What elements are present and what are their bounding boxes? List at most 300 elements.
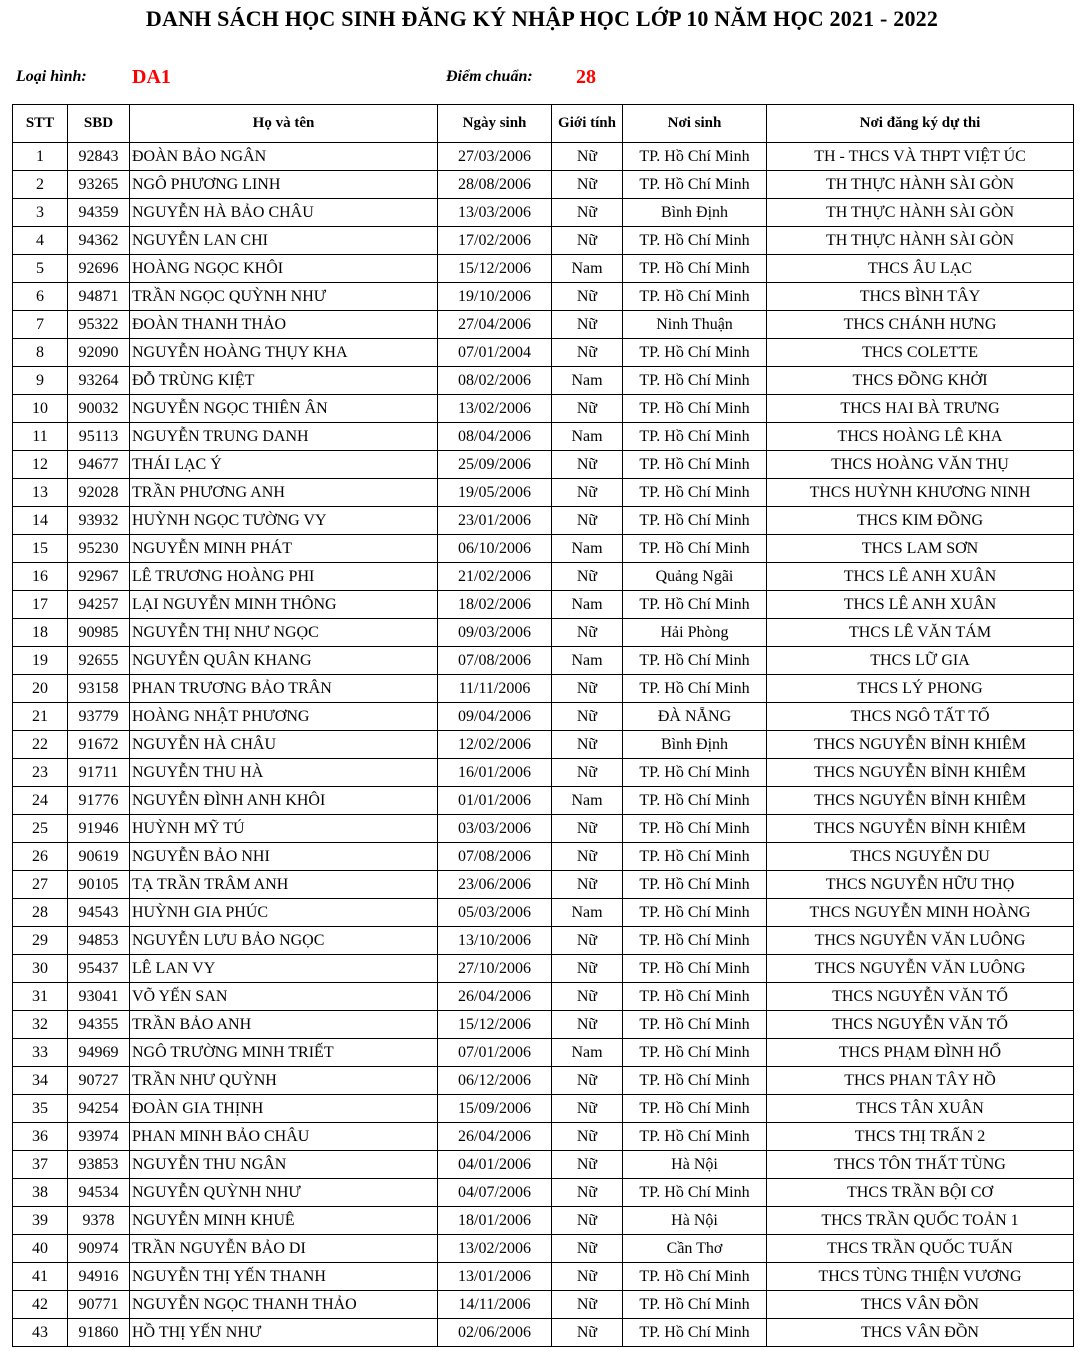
cell-dob: 23/06/2006 [438, 871, 552, 899]
table-row [13, 731, 1074, 759]
table-row [13, 675, 1074, 703]
cell-stt: 6 [13, 283, 68, 311]
page-title: DANH SÁCH HỌC SINH ĐĂNG KÝ NHẬP HỌC LỚP 10 NĂM HỌC 2021 - 2022 [145, 6, 939, 31]
cell-sbd: 94257 [68, 591, 130, 619]
cell-stt: 43 [13, 1319, 68, 1347]
score-value: 28 [576, 66, 596, 88]
cell-school: THCS BÌNH TÂY [767, 283, 1074, 311]
cell-gender: Nữ [552, 955, 623, 983]
cell-name: LÊ LAN VY [130, 955, 438, 983]
cell-gender: Nữ [552, 451, 623, 479]
cell-dob: 08/02/2006 [438, 367, 552, 395]
cell-stt: 37 [13, 1151, 68, 1179]
cell-birthplace: TP. Hồ Chí Minh [623, 283, 767, 311]
cell-sbd: 9378 [68, 1207, 130, 1235]
table-row [13, 703, 1074, 731]
cell-sbd: 92655 [68, 647, 130, 675]
cell-school: THCS THỊ TRẤN 2 [767, 1123, 1074, 1151]
cell-school: THCS TÙNG THIỆN VƯƠNG [767, 1263, 1074, 1291]
cell-name: LÊ TRƯƠNG HOÀNG PHI [130, 563, 438, 591]
cell-sbd: 94677 [68, 451, 130, 479]
cell-birthplace: TP. Hồ Chí Minh [623, 367, 767, 395]
cell-gender: Nữ [552, 1179, 623, 1207]
cell-stt: 40 [13, 1235, 68, 1263]
cell-gender: Nữ [552, 983, 623, 1011]
cell-school: THCS NGUYỄN BỈNH KHIÊM [767, 815, 1074, 843]
cell-school: TH THỰC HÀNH SÀI GÒN [767, 227, 1074, 255]
cell-sbd: 93158 [68, 675, 130, 703]
cell-gender: Nữ [552, 395, 623, 423]
cell-sbd: 94355 [68, 1011, 130, 1039]
cell-dob: 26/04/2006 [438, 1123, 552, 1151]
page-bottom-edge [0, 1349, 1084, 1354]
cell-name: NGUYỄN THỊ YẾN THANH [130, 1263, 438, 1291]
cell-name: NGUYỄN THỊ NHƯ NGỌC [130, 619, 438, 647]
cell-name: ĐỖ TRÙNG KIỆT [130, 367, 438, 395]
cell-school: THCS PHAN TÂY HỒ [767, 1067, 1074, 1095]
cell-school: THCS NGÔ TẤT TỐ [767, 703, 1074, 731]
cell-gender: Nữ [552, 1263, 623, 1291]
cell-name: NGUYỄN BẢO NHI [130, 843, 438, 871]
cell-school: THCS NGUYỄN BỈNH KHIÊM [767, 731, 1074, 759]
table-row [13, 591, 1074, 619]
cell-school: THCS TÔN THẤT TÙNG [767, 1151, 1074, 1179]
cell-sbd: 93932 [68, 507, 130, 535]
cell-birthplace: Bình Định [623, 199, 767, 227]
cell-stt: 28 [13, 899, 68, 927]
cell-school: THCS LÝ PHONG [767, 675, 1074, 703]
cell-birthplace: TP. Hồ Chí Minh [623, 395, 767, 423]
cell-dob: 15/12/2006 [438, 1011, 552, 1039]
cell-gender: Nam [552, 367, 623, 395]
table-row [13, 1291, 1074, 1319]
cell-school: THCS HAI BÀ TRƯNG [767, 395, 1074, 423]
cell-stt: 26 [13, 843, 68, 871]
cell-sbd: 93853 [68, 1151, 130, 1179]
table-row [13, 479, 1074, 507]
cell-sbd: 95230 [68, 535, 130, 563]
table-row [13, 787, 1074, 815]
cell-birthplace: Cần Thơ [623, 1235, 767, 1263]
cell-gender: Nữ [552, 507, 623, 535]
header-name: Họ và tên [130, 105, 438, 143]
cell-dob: 04/07/2006 [438, 1179, 552, 1207]
cell-sbd: 90771 [68, 1291, 130, 1319]
table-row [13, 535, 1074, 563]
cell-sbd: 95113 [68, 423, 130, 451]
table-row [13, 367, 1074, 395]
cell-dob: 07/01/2004 [438, 339, 552, 367]
cell-sbd: 92696 [68, 255, 130, 283]
table-row [13, 395, 1074, 423]
cell-gender: Nữ [552, 1151, 623, 1179]
cell-school: THCS ÂU LẠC [767, 255, 1074, 283]
cell-name: TẠ TRẦN TRÂM ANH [130, 871, 438, 899]
cell-birthplace: TP. Hồ Chí Minh [623, 255, 767, 283]
cell-sbd: 94254 [68, 1095, 130, 1123]
student-table [12, 104, 1074, 1347]
cell-stt: 36 [13, 1123, 68, 1151]
table-row [13, 1039, 1074, 1067]
table-row [13, 1123, 1074, 1151]
cell-name: TRẦN NHƯ QUỲNH [130, 1067, 438, 1095]
cell-gender: Nam [552, 787, 623, 815]
cell-school: THCS NGUYỄN BỈNH KHIÊM [767, 787, 1074, 815]
table-row [13, 563, 1074, 591]
cell-stt: 14 [13, 507, 68, 535]
cell-stt: 35 [13, 1095, 68, 1123]
cell-dob: 07/08/2006 [438, 843, 552, 871]
cell-birthplace: Hà Nội [623, 1207, 767, 1235]
cell-sbd: 93265 [68, 171, 130, 199]
cell-sbd: 94853 [68, 927, 130, 955]
cell-school: TH - THCS VÀ THPT VIỆT ÚC [767, 143, 1074, 171]
cell-gender: Nữ [552, 143, 623, 171]
cell-stt: 2 [13, 171, 68, 199]
cell-stt: 31 [13, 983, 68, 1011]
cell-gender: Nữ [552, 871, 623, 899]
table-row [13, 619, 1074, 647]
cell-name: TRẦN NGUYỄN BẢO DI [130, 1235, 438, 1263]
cell-sbd: 91776 [68, 787, 130, 815]
cell-name: NGUYỄN NGỌC THANH THẢO [130, 1291, 438, 1319]
cell-dob: 19/05/2006 [438, 479, 552, 507]
cell-name: NGUYỄN HÀ BẢO CHÂU [130, 199, 438, 227]
table-row [13, 283, 1074, 311]
table-row [13, 1235, 1074, 1263]
cell-sbd: 94543 [68, 899, 130, 927]
cell-birthplace: TP. Hồ Chí Minh [623, 983, 767, 1011]
cell-school: THCS NGUYỄN DU [767, 843, 1074, 871]
cell-stt: 13 [13, 479, 68, 507]
cell-name: ĐOÀN GIA THỊNH [130, 1095, 438, 1123]
cell-gender: Nam [552, 1039, 623, 1067]
table-row [13, 507, 1074, 535]
cell-stt: 5 [13, 255, 68, 283]
cell-school: THCS NGUYỄN BỈNH KHIÊM [767, 759, 1074, 787]
table-row [13, 927, 1074, 955]
cell-dob: 12/02/2006 [438, 731, 552, 759]
cell-dob: 08/04/2006 [438, 423, 552, 451]
cell-birthplace: TP. Hồ Chí Minh [623, 1095, 767, 1123]
header-birthplace: Nơi sinh [623, 105, 767, 143]
table-row [13, 647, 1074, 675]
cell-sbd: 94362 [68, 227, 130, 255]
table-row [13, 1095, 1074, 1123]
cell-dob: 06/12/2006 [438, 1067, 552, 1095]
cell-gender: Nữ [552, 227, 623, 255]
cell-birthplace: TP. Hồ Chí Minh [623, 787, 767, 815]
cell-stt: 12 [13, 451, 68, 479]
cell-sbd: 90727 [68, 1067, 130, 1095]
cell-school: THCS TRẦN QUỐC TUẤN [767, 1235, 1074, 1263]
cell-gender: Nam [552, 647, 623, 675]
table-row [13, 1179, 1074, 1207]
cell-birthplace: TP. Hồ Chí Minh [623, 871, 767, 899]
cell-stt: 24 [13, 787, 68, 815]
cell-school: TH THỰC HÀNH SÀI GÒN [767, 199, 1074, 227]
cell-name: HUỲNH GIA PHÚC [130, 899, 438, 927]
cell-name: HỒ THỊ YẾN NHƯ [130, 1319, 438, 1347]
cell-dob: 03/03/2006 [438, 815, 552, 843]
cell-school: THCS CHÁNH HƯNG [767, 311, 1074, 339]
cell-name: HUỲNH NGỌC TƯỜNG VY [130, 507, 438, 535]
cell-stt: 15 [13, 535, 68, 563]
cell-school: THCS HOÀNG VĂN THỤ [767, 451, 1074, 479]
cell-dob: 13/02/2006 [438, 395, 552, 423]
cell-gender: Nữ [552, 479, 623, 507]
table-row [13, 955, 1074, 983]
cell-sbd: 90105 [68, 871, 130, 899]
cell-dob: 05/03/2006 [438, 899, 552, 927]
cell-birthplace: TP. Hồ Chí Minh [623, 479, 767, 507]
cell-school: THCS LÊ ANH XUÂN [767, 591, 1074, 619]
cell-stt: 25 [13, 815, 68, 843]
table-row [13, 1263, 1074, 1291]
cell-dob: 26/04/2006 [438, 983, 552, 1011]
cell-dob: 27/04/2006 [438, 311, 552, 339]
cell-school: THCS VÂN ĐỒN [767, 1291, 1074, 1319]
cell-name: NGÔ PHƯƠNG LINH [130, 171, 438, 199]
cell-school: THCS TRẦN BỘI CƠ [767, 1179, 1074, 1207]
cell-name: NGUYỄN THU NGÂN [130, 1151, 438, 1179]
cell-name: HOÀNG NHẬT PHƯƠNG [130, 703, 438, 731]
table-row [13, 227, 1074, 255]
cell-gender: Nữ [552, 1291, 623, 1319]
cell-gender: Nữ [552, 311, 623, 339]
type-value: DA1 [132, 66, 171, 88]
cell-gender: Nam [552, 255, 623, 283]
table-body [13, 143, 1074, 1347]
cell-birthplace: TP. Hồ Chí Minh [623, 899, 767, 927]
cell-birthplace: TP. Hồ Chí Minh [623, 955, 767, 983]
cell-sbd: 92090 [68, 339, 130, 367]
cell-birthplace: TP. Hồ Chí Minh [623, 675, 767, 703]
table-row [13, 759, 1074, 787]
cell-name: TRẦN NGỌC QUỲNH NHƯ [130, 283, 438, 311]
cell-birthplace: TP. Hồ Chí Minh [623, 1263, 767, 1291]
cell-gender: Nữ [552, 703, 623, 731]
cell-stt: 8 [13, 339, 68, 367]
cell-birthplace: TP. Hồ Chí Minh [623, 143, 767, 171]
cell-dob: 13/02/2006 [438, 1235, 552, 1263]
cell-stt: 27 [13, 871, 68, 899]
table-header-row [13, 105, 1074, 143]
cell-gender: Nam [552, 535, 623, 563]
table-row [13, 899, 1074, 927]
cell-school: THCS NGUYỄN HỮU THỌ [767, 871, 1074, 899]
cell-stt: 29 [13, 927, 68, 955]
cell-dob: 15/12/2006 [438, 255, 552, 283]
cell-name: NGUYỄN MINH PHÁT [130, 535, 438, 563]
cell-stt: 18 [13, 619, 68, 647]
cell-dob: 06/10/2006 [438, 535, 552, 563]
cell-school: THCS NGUYỄN VĂN TỐ [767, 1011, 1074, 1039]
cell-dob: 25/09/2006 [438, 451, 552, 479]
cell-gender: Nữ [552, 759, 623, 787]
cell-school: THCS LÊ VĂN TÁM [767, 619, 1074, 647]
cell-birthplace: Hà Nội [623, 1151, 767, 1179]
cell-birthplace: TP. Hồ Chí Minh [623, 927, 767, 955]
cell-sbd: 91946 [68, 815, 130, 843]
cell-birthplace: TP. Hồ Chí Minh [623, 507, 767, 535]
cell-gender: Nữ [552, 1095, 623, 1123]
cell-gender: Nữ [552, 563, 623, 591]
cell-dob: 04/01/2006 [438, 1151, 552, 1179]
cell-name: LẠI NGUYỄN MINH THÔNG [130, 591, 438, 619]
cell-birthplace: TP. Hồ Chí Minh [623, 1291, 767, 1319]
cell-dob: 19/10/2006 [438, 283, 552, 311]
cell-name: NGUYỄN HÀ CHÂU [130, 731, 438, 759]
cell-name: TRẦN PHƯƠNG ANH [130, 479, 438, 507]
cell-birthplace: Quảng Ngãi [623, 563, 767, 591]
cell-name: NGÔ TRƯỜNG MINH TRIẾT [130, 1039, 438, 1067]
cell-birthplace: TP. Hồ Chí Minh [623, 339, 767, 367]
table-row [13, 255, 1074, 283]
cell-stt: 16 [13, 563, 68, 591]
cell-stt: 4 [13, 227, 68, 255]
cell-birthplace: TP. Hồ Chí Minh [623, 1123, 767, 1151]
cell-name: THÁI LẠC Ý [130, 451, 438, 479]
cell-birthplace: Bình Định [623, 731, 767, 759]
cell-stt: 34 [13, 1067, 68, 1095]
cell-sbd: 93779 [68, 703, 130, 731]
cell-dob: 16/01/2006 [438, 759, 552, 787]
cell-dob: 18/01/2006 [438, 1207, 552, 1235]
cell-birthplace: TP. Hồ Chí Minh [623, 1067, 767, 1095]
cell-stt: 11 [13, 423, 68, 451]
cell-birthplace: ĐÀ NẴNG [623, 703, 767, 731]
cell-school: THCS VÂN ĐỒN [767, 1319, 1074, 1347]
cell-dob: 13/01/2006 [438, 1263, 552, 1291]
cell-name: NGUYỄN MINH KHUÊ [130, 1207, 438, 1235]
cell-sbd: 94969 [68, 1039, 130, 1067]
cell-school: THCS LAM SƠN [767, 535, 1074, 563]
cell-dob: 07/01/2006 [438, 1039, 552, 1067]
cell-dob: 17/02/2006 [438, 227, 552, 255]
type-label: Loại hình: [16, 68, 87, 85]
cell-dob: 02/06/2006 [438, 1319, 552, 1347]
cell-gender: Nữ [552, 1207, 623, 1235]
cell-sbd: 94916 [68, 1263, 130, 1291]
cell-stt: 21 [13, 703, 68, 731]
cell-stt: 41 [13, 1263, 68, 1291]
cell-sbd: 90032 [68, 395, 130, 423]
cell-stt: 38 [13, 1179, 68, 1207]
cell-sbd: 90619 [68, 843, 130, 871]
cell-gender: Nữ [552, 815, 623, 843]
cell-gender: Nữ [552, 927, 623, 955]
cell-stt: 23 [13, 759, 68, 787]
cell-birthplace: TP. Hồ Chí Minh [623, 451, 767, 479]
cell-gender: Nữ [552, 675, 623, 703]
header-sbd: SBD [68, 105, 130, 143]
cell-birthplace: TP. Hồ Chí Minh [623, 423, 767, 451]
cell-stt: 42 [13, 1291, 68, 1319]
cell-name: PHAN TRƯƠNG BẢO TRÂN [130, 675, 438, 703]
cell-gender: Nữ [552, 199, 623, 227]
cell-stt: 3 [13, 199, 68, 227]
cell-sbd: 92967 [68, 563, 130, 591]
cell-school: THCS NGUYỄN VĂN LUÔNG [767, 927, 1074, 955]
header-stt: STT [13, 105, 68, 143]
cell-stt: 9 [13, 367, 68, 395]
cell-stt: 10 [13, 395, 68, 423]
cell-sbd: 91672 [68, 731, 130, 759]
cell-gender: Nữ [552, 1235, 623, 1263]
table-row [13, 199, 1074, 227]
cell-birthplace: TP. Hồ Chí Minh [623, 1179, 767, 1207]
cell-sbd: 93264 [68, 367, 130, 395]
cell-name: ĐOÀN BẢO NGÂN [130, 143, 438, 171]
cell-sbd: 94871 [68, 283, 130, 311]
cell-school: TH THỰC HÀNH SÀI GÒN [767, 171, 1074, 199]
cell-gender: Nữ [552, 619, 623, 647]
cell-name: NGUYỄN TRUNG DANH [130, 423, 438, 451]
cell-stt: 1 [13, 143, 68, 171]
cell-sbd: 90974 [68, 1235, 130, 1263]
cell-name: NGUYỄN LƯU BẢO NGỌC [130, 927, 438, 955]
cell-name: NGUYỄN ĐÌNH ANH KHÔI [130, 787, 438, 815]
cell-birthplace: Hải Phòng [623, 619, 767, 647]
cell-gender: Nữ [552, 339, 623, 367]
cell-sbd: 95437 [68, 955, 130, 983]
table-row [13, 1151, 1074, 1179]
cell-dob: 18/02/2006 [438, 591, 552, 619]
cell-gender: Nữ [552, 171, 623, 199]
cell-name: HUỲNH MỸ TÚ [130, 815, 438, 843]
cell-stt: 39 [13, 1207, 68, 1235]
cell-dob: 15/09/2006 [438, 1095, 552, 1123]
table-row [13, 843, 1074, 871]
cell-sbd: 92843 [68, 143, 130, 171]
cell-birthplace: TP. Hồ Chí Minh [623, 591, 767, 619]
cell-sbd: 93041 [68, 983, 130, 1011]
cell-sbd: 92028 [68, 479, 130, 507]
header-gender: Giới tính [552, 105, 623, 143]
cell-name: NGUYỄN NGỌC THIÊN ÂN [130, 395, 438, 423]
cell-stt: 17 [13, 591, 68, 619]
cell-school: THCS LỮ GIA [767, 647, 1074, 675]
cell-name: NGUYỄN THU HÀ [130, 759, 438, 787]
cell-school: THCS TÂN XUÂN [767, 1095, 1074, 1123]
header-dob: Ngày sinh [438, 105, 552, 143]
table-row [13, 451, 1074, 479]
cell-birthplace: TP. Hồ Chí Minh [623, 1039, 767, 1067]
cell-dob: 27/03/2006 [438, 143, 552, 171]
cell-sbd: 91860 [68, 1319, 130, 1347]
cell-dob: 21/02/2006 [438, 563, 552, 591]
cell-gender: Nữ [552, 1067, 623, 1095]
cell-dob: 11/11/2006 [438, 675, 552, 703]
cell-gender: Nữ [552, 1319, 623, 1347]
cell-dob: 07/08/2006 [438, 647, 552, 675]
cell-birthplace: TP. Hồ Chí Minh [623, 227, 767, 255]
cell-dob: 27/10/2006 [438, 955, 552, 983]
table-row [13, 171, 1074, 199]
cell-dob: 01/01/2006 [438, 787, 552, 815]
cell-name: NGUYỄN LAN CHI [130, 227, 438, 255]
cell-gender: Nữ [552, 1011, 623, 1039]
cell-gender: Nam [552, 899, 623, 927]
cell-stt: 7 [13, 311, 68, 339]
cell-birthplace: TP. Hồ Chí Minh [623, 759, 767, 787]
cell-stt: 30 [13, 955, 68, 983]
cell-gender: Nữ [552, 1123, 623, 1151]
cell-school: THCS NGUYỄN VĂN LUÔNG [767, 955, 1074, 983]
cell-school: THCS ĐỒNG KHỞI [767, 367, 1074, 395]
table-row [13, 1319, 1074, 1347]
